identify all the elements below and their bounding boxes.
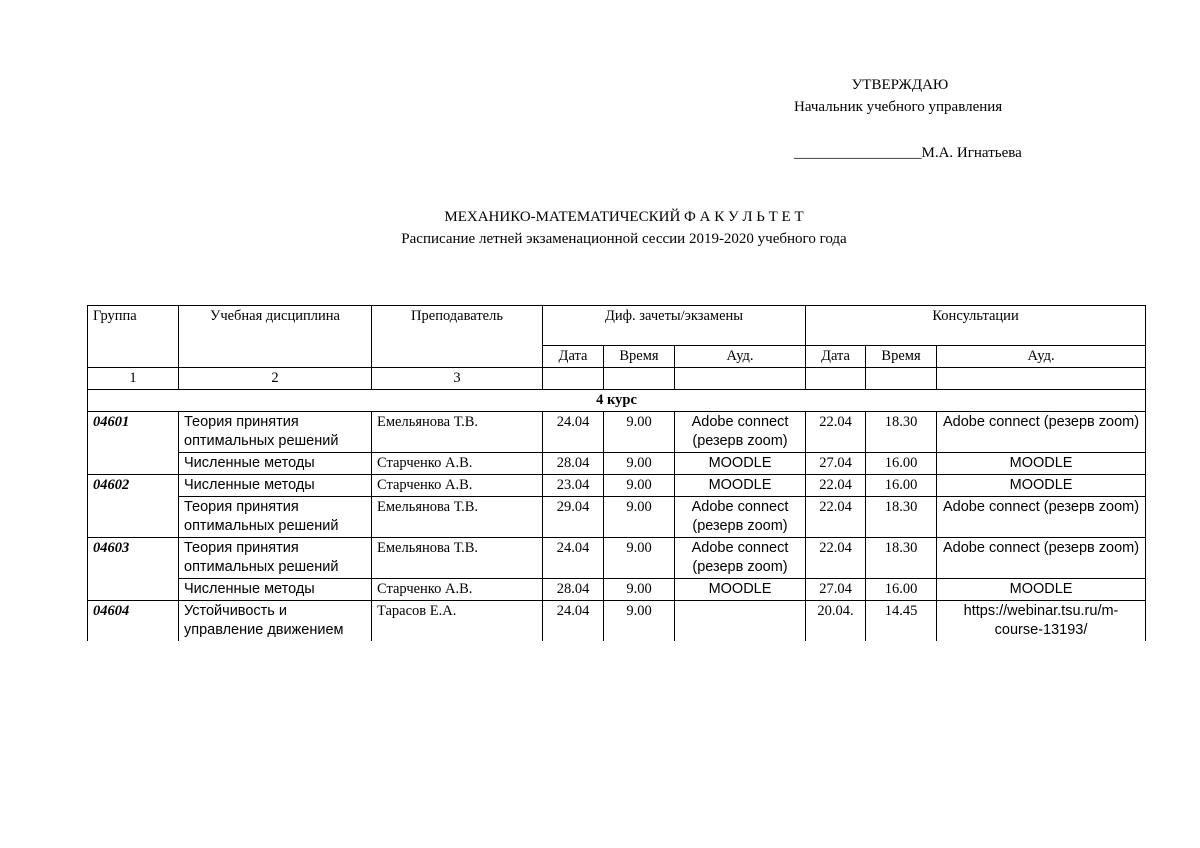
faculty-title: МЕХАНИКО-МАТЕМАТИЧЕСКИЙ Ф А К У Л Ь Т Е Т [444,209,804,225]
teacher-cell: Старченко А.В. [372,475,543,497]
header-cons-room: Ауд. [937,346,1146,368]
exam-room-cell: Adobe connect (резерв zoom) [675,538,806,579]
exam-room-cell: MOODLE [675,475,806,497]
group-cell [88,497,179,538]
exam-time-cell: 9.00 [604,601,675,642]
teacher-cell: Емельянова Т.В. [372,497,543,538]
discipline-cell: Численные методы [179,453,372,475]
exam-schedule-table [87,305,1146,641]
exam-time-cell: 9.00 [604,412,675,453]
schedule-subtitle: Расписание летней экзаменационной сессии 2019-2020 учебного года [401,231,847,247]
header-exams: Диф. зачеты/экзамены [543,306,806,346]
table-row [88,579,1146,601]
header-teacher: Преподаватель [372,306,543,368]
approval-signature-line: _________________М.А. Игнатьева [794,145,1022,161]
table-row [88,453,1146,475]
cons-date-cell: 27.04 [806,579,866,601]
teacher-cell: Старченко А.В. [372,579,543,601]
exam-date-cell: 23.04 [543,475,604,497]
course-label: 4 курс [88,390,1146,412]
cons-room-cell: Adobe connect (резерв zoom) [937,497,1146,538]
discipline-cell: Теория принятия оптимальных решений [179,538,372,579]
exam-time-cell: 9.00 [604,453,675,475]
document-heading [0,206,1200,250]
exam-time-cell: 9.00 [604,579,675,601]
exam-date-cell: 24.04 [543,538,604,579]
group-cell: 04603 [88,538,179,579]
cons-room-cell: MOODLE [937,475,1146,497]
column-number-row [88,368,1146,390]
discipline-cell: Численные методы [179,475,372,497]
cons-date-cell: 22.04 [806,497,866,538]
exam-time-cell: 9.00 [604,497,675,538]
header-exam-date: Дата [543,346,604,368]
cons-date-cell: 22.04 [806,475,866,497]
cons-date-cell: 22.04 [806,412,866,453]
approval-block [780,74,1110,164]
cons-date-cell: 27.04 [806,453,866,475]
cons-date-cell: 20.04. [806,601,866,642]
group-cell: 04604 [88,601,179,642]
table-row [88,538,1146,579]
table-row [88,475,1146,497]
cons-room-cell: https://webinar.tsu.ru/m-course-13193/ [937,601,1146,642]
group-cell: 04602 [88,475,179,497]
schedule-body [88,412,1146,642]
table-row [88,497,1146,538]
header-discipline: Учебная дисциплина [179,306,372,368]
exam-date-cell: 28.04 [543,579,604,601]
cons-room-cell: Adobe connect (резерв zoom) [937,538,1146,579]
cons-time-cell: 18.30 [866,538,937,579]
cons-time-cell: 16.00 [866,475,937,497]
table-row [88,412,1146,453]
exam-room-cell: Adobe connect (резерв zoom) [675,497,806,538]
exam-room-cell: MOODLE [675,579,806,601]
column-number: 1 [88,368,179,390]
exam-room-cell: Adobe connect (резерв zoom) [675,412,806,453]
header-consultations: Консультации [806,306,1146,346]
exam-date-cell: 28.04 [543,453,604,475]
discipline-cell: Теория принятия оптимальных решений [179,497,372,538]
discipline-cell: Устойчивость и управление движением [179,601,372,642]
cons-room-cell: MOODLE [937,579,1146,601]
exam-time-cell: 9.00 [604,475,675,497]
column-number: 2 [179,368,372,390]
group-cell [88,453,179,475]
approval-title: УТВЕРЖДАЮ [851,77,949,93]
discipline-cell: Теория принятия оптимальных решений [179,412,372,453]
discipline-cell: Численные методы [179,579,372,601]
cons-time-cell: 16.00 [866,453,937,475]
header-exam-room: Ауд. [675,346,806,368]
cons-time-cell: 14.45 [866,601,937,642]
exam-date-cell: 29.04 [543,497,604,538]
teacher-cell: Емельянова Т.В. [372,412,543,453]
cons-room-cell: MOODLE [937,453,1146,475]
cons-time-cell: 18.30 [866,412,937,453]
cons-time-cell: 18.30 [866,497,937,538]
table-row [88,601,1146,642]
cons-time-cell: 16.00 [866,579,937,601]
exam-date-cell: 24.04 [543,601,604,642]
header-exam-time: Время [604,346,675,368]
exam-room-cell: MOODLE [675,453,806,475]
column-number: 3 [372,368,543,390]
exam-room-cell [675,601,806,642]
teacher-cell: Старченко А.В. [372,453,543,475]
cons-date-cell: 22.04 [806,538,866,579]
teacher-cell: Емельянова Т.В. [372,538,543,579]
cons-room-cell: Adobe connect (резерв zoom) [937,412,1146,453]
group-cell: 04601 [88,412,179,453]
header-cons-date: Дата [806,346,866,368]
exam-date-cell: 24.04 [543,412,604,453]
header-cons-time: Время [866,346,937,368]
approval-role: Начальник учебного управления [794,99,1003,115]
teacher-cell: Тарасов Е.А. [372,601,543,642]
group-cell [88,579,179,601]
exam-time-cell: 9.00 [604,538,675,579]
header-group: Группа [88,306,179,368]
course-row [88,390,1146,412]
